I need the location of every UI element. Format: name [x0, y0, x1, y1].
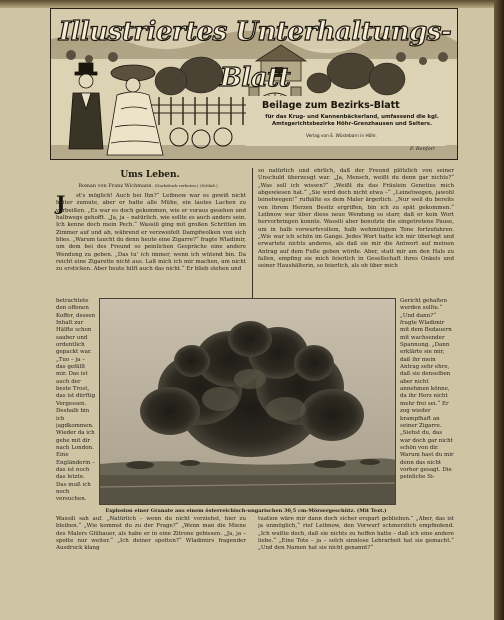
left-column-top	[56, 193, 246, 296]
publisher-line: Verlag von E. Wüstebarn in Höhr.	[306, 134, 377, 139]
right-column-top-text: so natürlich und ehrlich, daß der Freund plötzlich von seiner Unschuld überzeugt war. „Ja, Mensch, weißt du denn gar nichts?“ „Was soll ich wissen?“ „Weißt du das Fräulein Genetius mich abgewiesen hat.“ „Sie wird doch nicht etwa –“ „Leinetwegen, jawohl leinetwegen!“ rufhälte es dem Maler ärgerlich. „Nur weil du bereits von ihrem Herzen Besitz ergriffen, bin ich zu spät gekommen.“ Leibnow war über diese neue Wendung so starr, daß er kein Wort hervorbringen konnte. Wassili aber benutzte die eingetretene Pause, um in halb vorwurfsvollem, halb wehmütigem Tone fortzufahren. „Wie war ich schön im Gange. Jedes Wort hatte ich mir überlegt und erwartete nichts anderes, als daß sie mir die Antwort auf meinen Antrag auf dem Fuße geben würde. Aber, statt mir am den Hals zu fallen, empfing sie mich feierlich in Gesellschaft ihres Onkels und seiner Haushälterin, so feierlich, als ob über mich	[258, 168, 454, 270]
byline-author: Roman von Franz Wichmann.	[78, 183, 154, 189]
supplement-title: Beilage zum Bezirks-Blatt	[262, 100, 400, 111]
left-column-bottom-text: Wassili sah auf. „Natürlich – wenn du nicht vorziehst, hier zu bleiben.“ „Wie kommst du zu der Frage?“ „Wenn man die Miene des Malers Glühauer, als habe er in eine Zitrone gebissen. „Ja, ja – spotte nur weiter.“ „Ich deiner spotten?“ Wladimirs fragender Ausdruck klang	[56, 516, 246, 552]
book-top-edge	[0, 0, 504, 8]
photo-caption: Explosion einer Granate aus einem österreichisch-ungarischen 30,5 cm-Mörsergeschütz. (Mit Text.)	[105, 508, 387, 514]
drop-cap: J	[56, 191, 66, 215]
right-column-narrow-text: Gericht gehalten werden sollte.“ „Und dann?“ fragte Wladimir mit dem Bedauern mit wachsender Spannung. „Dann erklärte sie mir, daß ihr mein Antrag sehr ehre, daß sie denselben aber nicht annehmen könne, da ihr Herz nicht mehr frei sei.“ Er zog wieder krampfhaft an seiner Zigarre. „Siehst du, das war doch gar nicht schön von dir. Warum hast du mir denn das nicht vorher gesagt. Die peinliche Si-	[400, 298, 454, 481]
explosion-photo	[99, 298, 396, 505]
right-column-top	[258, 168, 454, 296]
left-column-narrow-text: betrachtete den offenen Koffer, dessen Inhalt zur Hälfte schon sauber und ordentlich gepackt war. „Tuo – ja – das gefällt mir. Das ist auch der beste Trost, das ist dürftig Vergessen. Deshalb bin ich jagdkommen. Wieder da ich gehe mit dir nach London. Eine Engländerin – das ist noch das letzte. Das muß ich noch versuchen.	[56, 298, 96, 503]
supplement-subtitle-line-2: Amtsgerichtsbezirke Höhr-Grenzhausen und Selters.	[271, 121, 433, 127]
right-column-bottom-text: tuation wäre mir dann doch sicher erspart geblieben.“ „Aber, das ist ja unmöglich,“ rief Leibnow, den Vorwurf schmerzlich empfindend. „Ich wußte doch, daß sie nichts zu hoffen hatte – daß ich eine andere liebe.“ „Eine Tote – ja – solch sinnlose Lehrarbeit hat sie gemacht.“ „Und den Namen hat sie nicht genannt?“	[258, 516, 454, 552]
left-column-top-text: st's möglich! Auch bei Ihn?“ Leibnow war es gewiß nicht heiter zumute, aber er hatte alle Mühe, ein lautes Lachen zu verbeißen. „Es war es doch gekommen, wie er voraus gesehen und halbwegs gehofft. „Ja, ja – natürlich, wie sollte es auch anders sein. Ich kenne doch mein Pech.“ Wassili ging mit großen Schritten im Zimmer auf und ab, während er verzweifelt Dampfwolken von sich blies. „Warum taucht du denn heute eine Zigarre?“ fragte Wladimir, um dem bei des Freund so peinlichen Gespräche eine andere Wendung zu geben. „Das tu' ich immer, wenn ich wütend bin. Da reicht eine Zigarette nicht aus. Laß mich ich mir machen, um nicht zu ersticken. Aber heute hilft auch das nicht.“ Er blieb stehen und	[56, 193, 246, 273]
supplement-subtitle-line-1: für das Krug- und Kannenbäckerland, umfassend die kgl.	[265, 114, 439, 120]
byline-continued: (Schluß.)	[200, 183, 218, 188]
right-column-bottom	[258, 516, 454, 576]
explosion-image	[100, 299, 396, 505]
left-column-bottom	[56, 516, 246, 576]
left-column-narrow	[56, 298, 96, 504]
byline-note: (Nachdruck verboten.)	[154, 183, 199, 188]
right-column-narrow	[400, 298, 454, 504]
story-byline	[58, 183, 238, 189]
column-divider	[252, 168, 253, 298]
supplement-subtitle	[254, 114, 450, 128]
book-spine-edge	[494, 0, 504, 620]
masthead-title: Illustriertes Unterhaltungs-Blatt	[58, 17, 452, 93]
story-title: Ums Leben.	[120, 170, 180, 180]
artist-signature: F. Renforl	[410, 146, 435, 152]
